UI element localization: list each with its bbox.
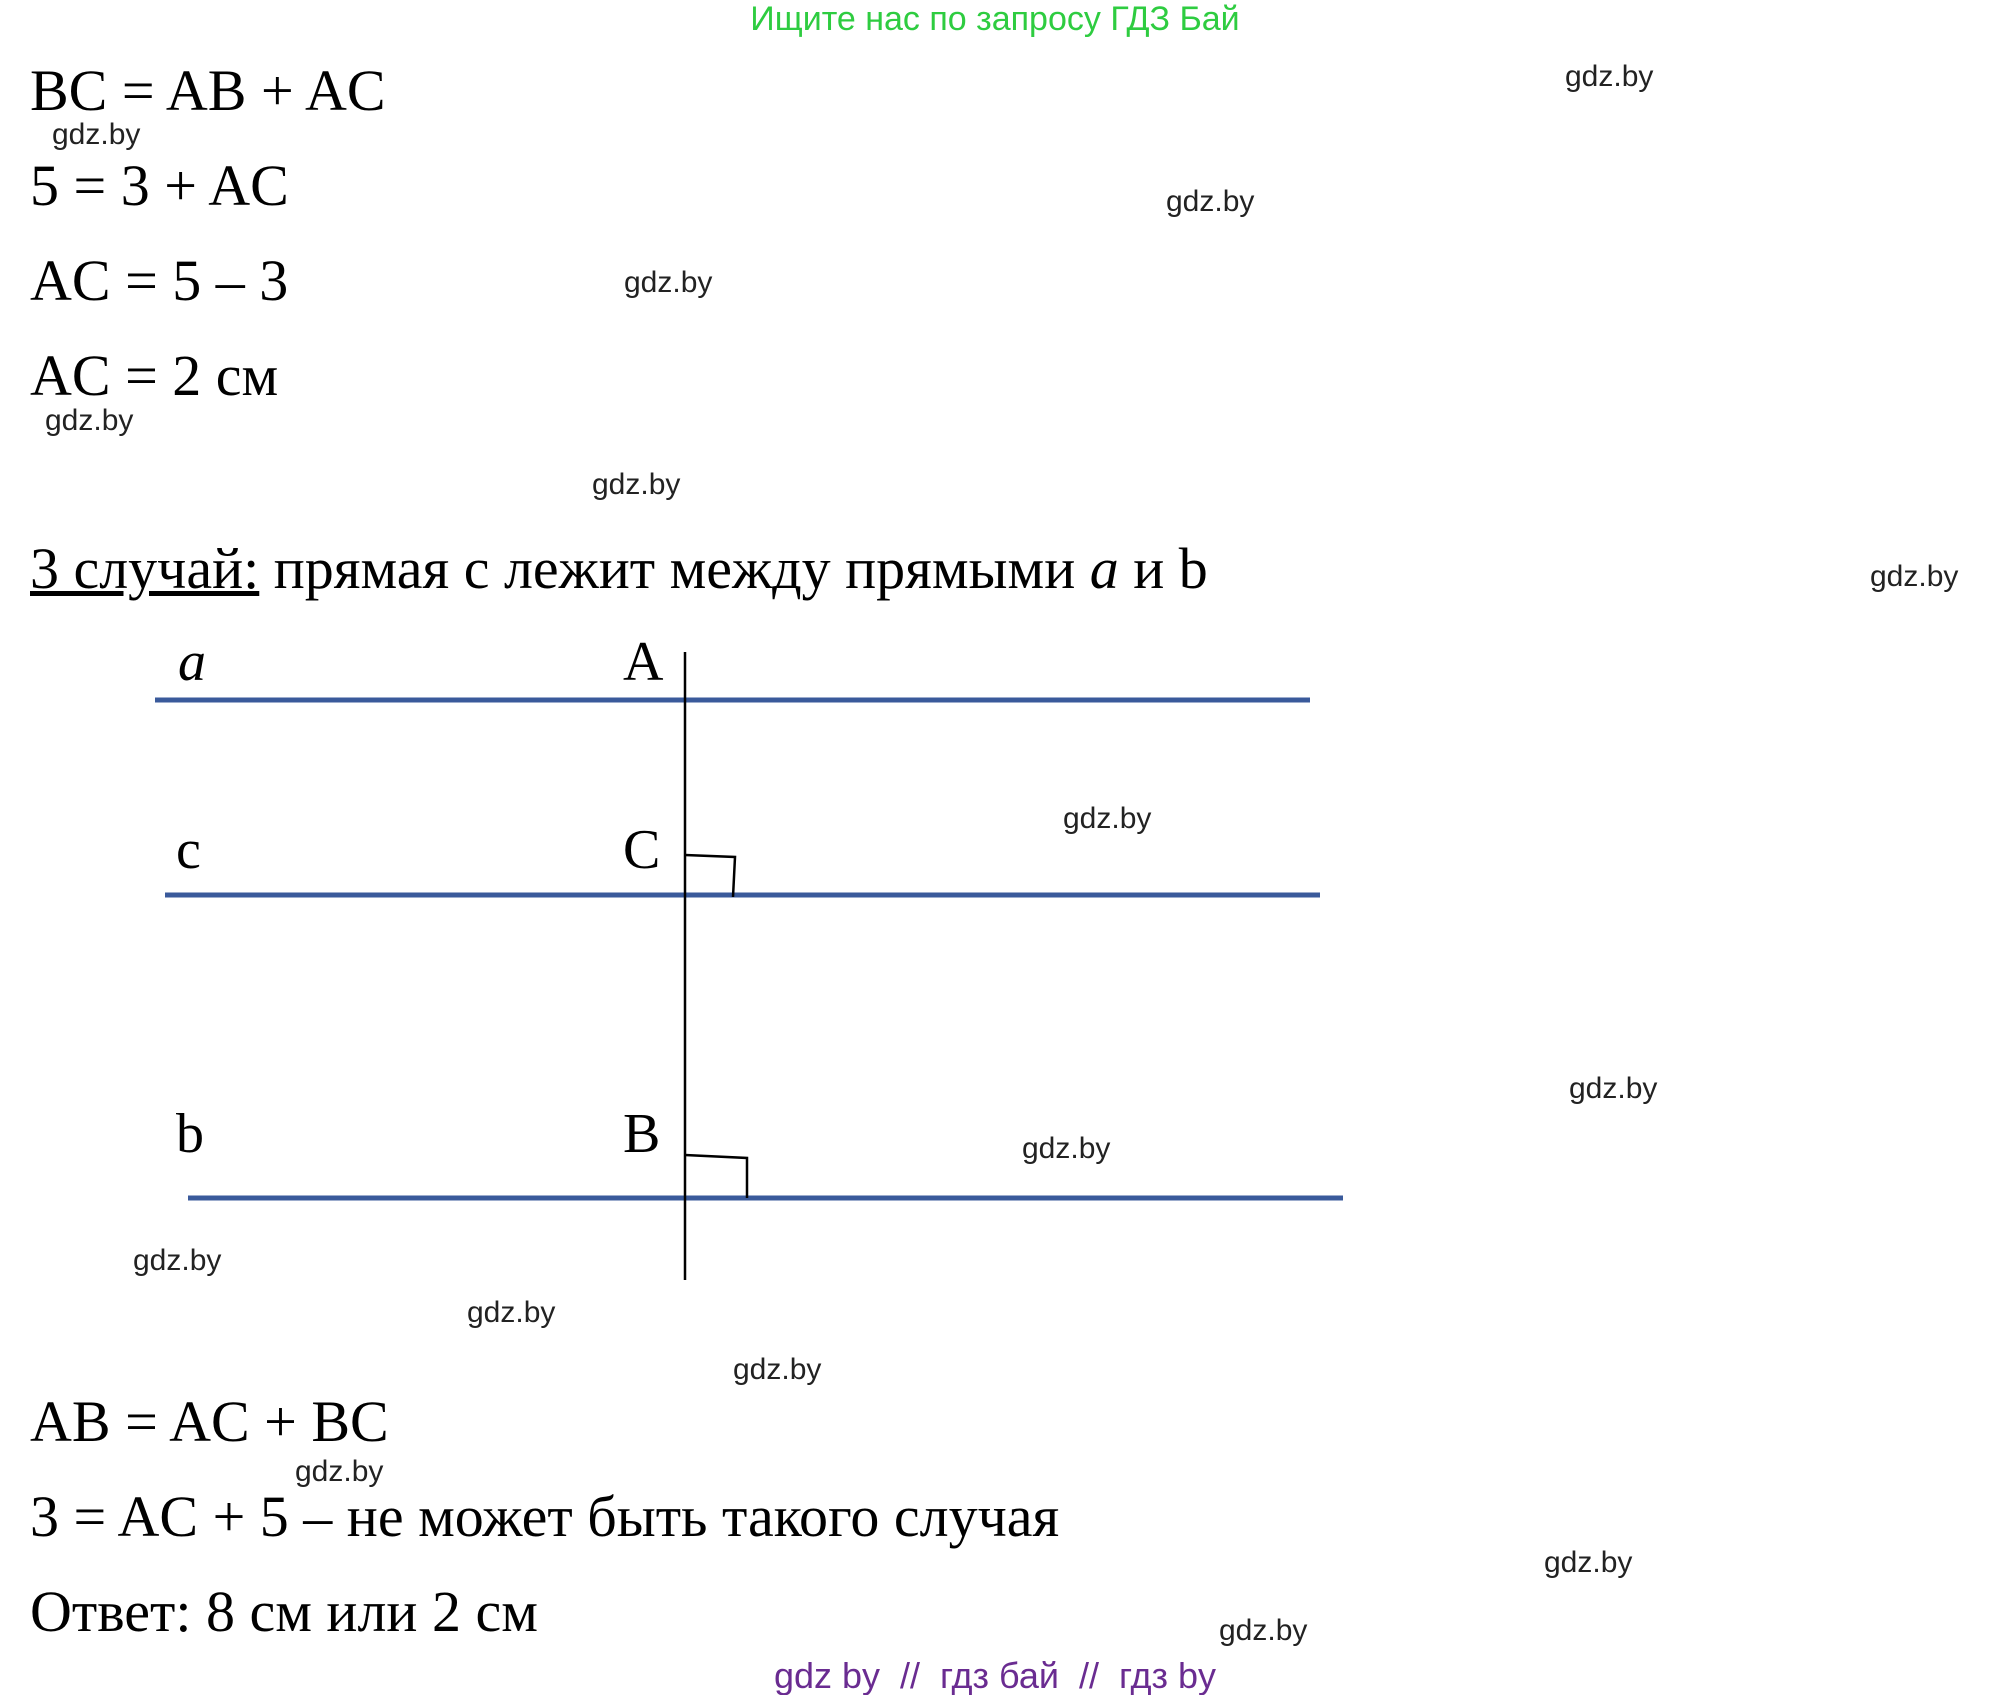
footer-separator: //	[900, 1655, 921, 1695]
watermark: gdz.by	[467, 1296, 556, 1329]
equation-ac-result: AC = 2 см	[30, 343, 279, 408]
equation-bc-sum: BC = AB + AC	[30, 58, 386, 123]
footer-link-gdz-by-cyr[interactable]: гдз by	[1119, 1655, 1217, 1695]
watermark: gdz.by	[1565, 60, 1654, 93]
case-3-text-2: и b	[1118, 536, 1208, 601]
equation-ac-difference: AC = 5 – 3	[30, 248, 289, 313]
case-3-title: 3 случай:	[30, 536, 260, 601]
footer-separator: //	[1078, 1655, 1099, 1695]
watermark: gdz.by	[624, 266, 713, 299]
case-3-var-a: a	[1089, 536, 1119, 601]
answer-line: Ответ: 8 см или 2 см	[30, 1579, 538, 1644]
watermark: gdz.by	[1022, 1132, 1111, 1165]
right-angle-mark-c	[685, 855, 735, 897]
label-point-b: B	[623, 1103, 661, 1165]
watermark: gdz.by	[133, 1244, 222, 1277]
label-line-a: a	[178, 631, 206, 693]
watermark: gdz.by	[1870, 560, 1959, 593]
watermark: gdz.by	[1166, 185, 1255, 218]
footer-link-gdz-bai[interactable]: гдз бай	[940, 1655, 1059, 1695]
label-line-c: c	[176, 819, 201, 881]
label-point-c: C	[623, 819, 661, 881]
watermark: gdz.by	[45, 404, 134, 437]
search-hint-header: Ищите нас по запросу ГДЗ Бай	[750, 0, 1240, 38]
watermark: gdz.by	[1219, 1614, 1308, 1647]
watermark: gdz.by	[52, 118, 141, 151]
watermark: gdz.by	[1569, 1072, 1658, 1105]
footer-links	[0, 1655, 1990, 1695]
watermark: gdz.by	[592, 468, 681, 501]
case-3-text-1: прямая с лежит между прямыми	[259, 536, 1090, 601]
watermark: gdz.by	[733, 1353, 822, 1386]
watermark: gdz.by	[1544, 1546, 1633, 1579]
label-line-b: b	[176, 1103, 204, 1165]
equation-ab-sum: AB = AC + BC	[30, 1389, 389, 1454]
footer-link-gdz-by[interactable]: gdz by	[773, 1655, 881, 1695]
right-angle-mark-b	[685, 1155, 747, 1198]
label-point-a: A	[623, 631, 664, 693]
watermark: gdz.by	[1063, 802, 1152, 835]
equation-impossible-case: 3 = AC + 5 – не может быть такого случая	[30, 1484, 1060, 1549]
watermark: gdz.by	[295, 1455, 384, 1488]
equation-substitute: 5 = 3 + AC	[30, 153, 289, 218]
